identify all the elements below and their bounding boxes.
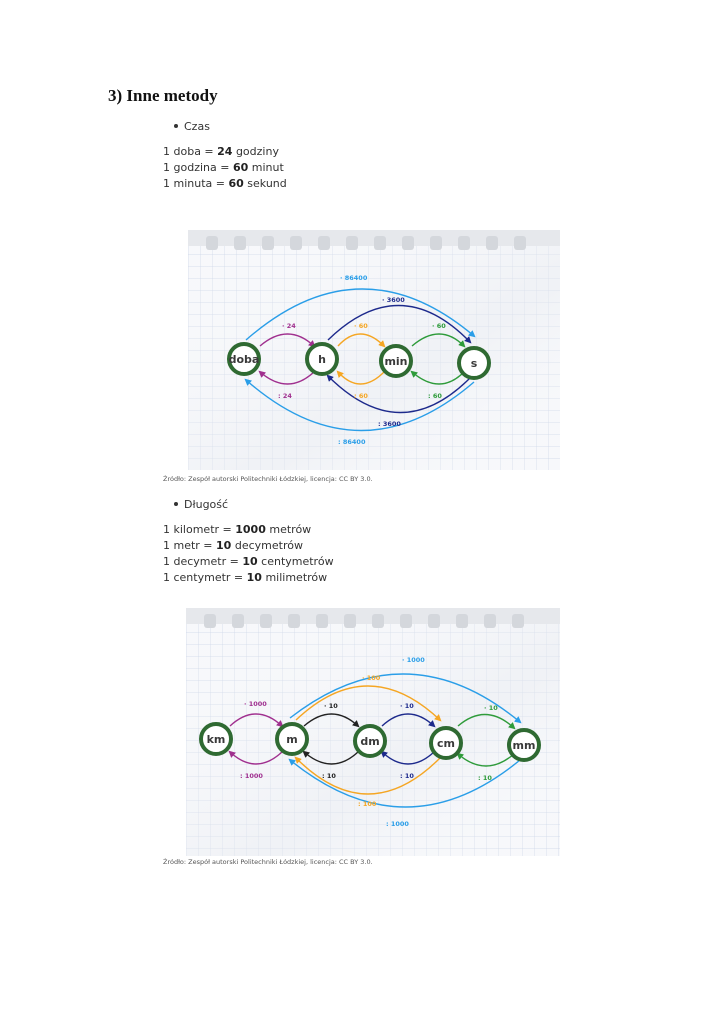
svg-text:h: h — [318, 353, 326, 366]
label-cm-mm-mul: · 10 — [484, 704, 498, 712]
length-fact: 1 decymetr = 10 centymetrów — [163, 555, 334, 568]
label-m-dm-div: : 10 — [322, 772, 336, 780]
svg-text:min: min — [384, 355, 408, 368]
label-min-s-div: : 60 — [428, 392, 442, 400]
section-number: 3) — [108, 86, 123, 105]
bullet-dot-icon — [174, 124, 178, 128]
label-doba-s-mul: · 86400 — [340, 274, 368, 282]
node-cm — [431, 728, 461, 758]
label-m-cm-div: : 100 — [358, 800, 377, 808]
node-dm — [355, 726, 385, 756]
svg-text:doba: doba — [228, 353, 260, 366]
label-h-s-mul: · 3600 — [382, 296, 405, 304]
bullet-length-label: Długość — [184, 498, 229, 511]
svg-text:km: km — [206, 733, 226, 746]
node-s — [459, 348, 489, 378]
label-doba-h-mul: · 24 — [282, 322, 296, 330]
length-fact: 1 centymetr = 10 milimetrów — [163, 571, 328, 584]
bullet-length — [174, 498, 228, 511]
time-fact: 1 minuta = 60 sekund — [163, 177, 287, 190]
label-m-mm-div: : 1000 — [386, 820, 409, 828]
length-caption: Źródło: Zespół autorski Politechniki Łódzkiej, licencja: CC BY 3.0. — [163, 858, 373, 866]
length-fact: 1 metr = 10 decymetrów — [163, 539, 303, 552]
label-m-dm-mul: · 10 — [324, 702, 338, 710]
svg-text:m: m — [286, 733, 298, 746]
time-caption: Źródło: Zespół autorski Politechniki Łódzkiej, licencja: CC BY 3.0. — [163, 475, 373, 483]
label-cm-mm-div: : 10 — [478, 774, 492, 782]
label-h-min-mul: · 60 — [354, 322, 368, 330]
label-m-mm-mul: · 1000 — [402, 656, 425, 664]
time-fact: 1 doba = 24 godziny — [163, 145, 279, 158]
node-km — [201, 724, 231, 754]
node-h — [307, 344, 337, 374]
label-h-s-div: : 3600 — [378, 420, 401, 428]
svg-text:mm: mm — [512, 739, 536, 752]
svg-text:dm: dm — [360, 735, 380, 748]
label-doba-h-div: : 24 — [278, 392, 292, 400]
label-min-s-mul: · 60 — [432, 322, 446, 330]
node-doba — [229, 344, 260, 374]
label-dm-cm-div: : 10 — [400, 772, 414, 780]
node-min — [381, 346, 411, 376]
label-doba-s-div: : 86400 — [338, 438, 366, 446]
bullet-dot-icon — [174, 502, 178, 506]
label-km-m-mul: · 1000 — [244, 700, 267, 708]
length-facts — [163, 522, 334, 586]
time-facts — [163, 144, 287, 192]
section-title: Inne metody — [126, 86, 218, 105]
bullet-time — [174, 120, 210, 133]
svg-text:s: s — [470, 357, 478, 370]
length-fact: 1 kilometr = 1000 metrów — [163, 523, 312, 536]
label-h-min-div: : 60 — [354, 392, 368, 400]
node-m — [277, 724, 307, 754]
label-m-cm-mul: · 100 — [362, 674, 381, 682]
label-km-m-div: : 1000 — [240, 772, 263, 780]
time-conversion-diagram — [188, 230, 560, 470]
label-dm-cm-mul: · 10 — [400, 702, 414, 710]
bullet-time-label: Czas — [184, 120, 210, 133]
section-heading — [108, 86, 218, 106]
length-conversion-diagram — [186, 608, 560, 856]
node-mm — [509, 730, 539, 760]
svg-text:cm: cm — [437, 737, 455, 750]
time-fact: 1 godzina = 60 minut — [163, 161, 284, 174]
